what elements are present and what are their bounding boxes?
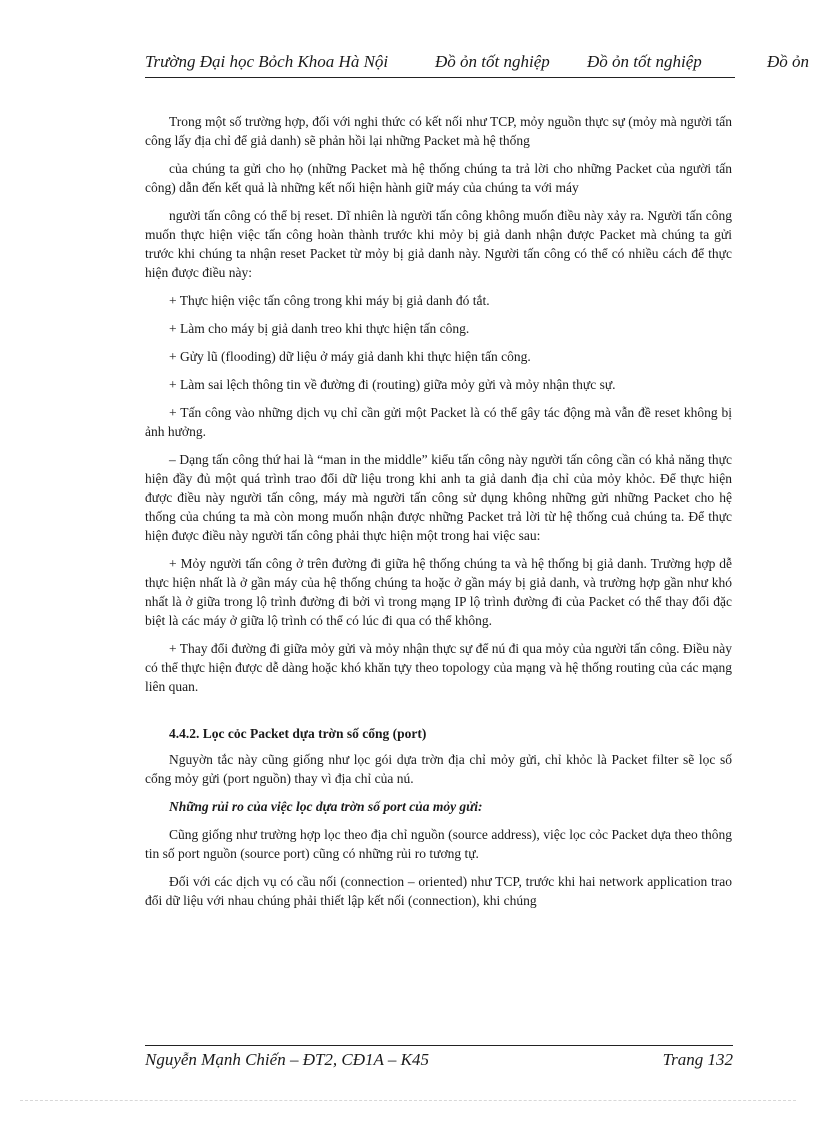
- page-footer: [145, 1050, 733, 1074]
- header-thesis-title: Đồ ỏn tốt nghiệp: [435, 52, 550, 71]
- paragraph: Cũng giống như trường hợp lọc theo địa chỉ nguồn (source address), việc lọc cỏc Packet dựa theo thông tin số port nguồn (source port) cũng có những rủi ro tương tự.: [145, 827, 732, 861]
- section-subheading: Những rủi ro của việc lọc dựa trờn số port của mỏy gửi:: [169, 799, 483, 814]
- footer-divider: [145, 1045, 733, 1046]
- header-thesis-title-cut: Đồ ỏn: [767, 52, 810, 71]
- bullet-item: + Gửy lũ (flooding) dữ liệu ở máy giả danh khi thực hiện tấn công.: [169, 349, 531, 364]
- bullet-item: + Làm cho máy bị giả danh treo khi thực hiện tấn công.: [169, 321, 470, 336]
- bullet-item: + Tấn công vào những dịch vụ chỉ cần gửi một Packet là có thể gây tác động mà vẫn đề reset không bị ảnh hưởng.: [145, 405, 732, 439]
- paragraph: người tấn công có thể bị reset. Dĩ nhiên là người tấn công không muốn điều này xảy ra. Người tấn công muốn thực hiện việc tấn công hoàn thành trước khi mỏy bị giả danh nhận được Packet mà chúng ta gửi trước khi chúng ta nhận reset Packet từ mỏy bị giả danh này. Người tấn công có thể có nhiều cách để thực hiện được điều này:: [145, 208, 732, 280]
- document-body: [145, 112, 732, 919]
- bullet-item: + Thực hiện việc tấn công trong khi máy bị giả danh đó tắt.: [169, 293, 490, 308]
- page-header: [145, 50, 816, 78]
- section-heading: 4.4.2. Lọc cỏc Packet dựa trờn số cổng (port): [169, 726, 427, 741]
- page-boundary: [20, 1100, 796, 1101]
- header-divider: [145, 77, 735, 78]
- paragraph: Trong một số trường hợp, đối với nghi thức có kết nối như TCP, mỏy nguồn thực sự (mỏy mà người tấn công lấy địa chỉ để giả danh) sẽ phản hồi lại những Packet mà hệ thống: [145, 114, 732, 148]
- paragraph: Đối với các dịch vụ có cầu nối (connection – oriented) như TCP, trước khi hai network application trao đổi dữ liệu với nhau chúng phải thiết lập kết nối (connection), khi chúng: [145, 874, 732, 908]
- paragraph: của chúng ta gửi cho họ (những Packet mà hệ thống chúng ta trả lời cho những Packet của người tấn công) dẫn đến kết quả là những kết nối hiện hành giữ máy của chúng ta với máy: [145, 161, 732, 195]
- header-thesis-title-repeat: Đồ ỏn tốt nghiệp: [587, 52, 702, 71]
- bullet-item: + Mỏy người tấn công ở trên đường đi giữa hệ thống chúng ta và hệ thống bị giả danh. Trường hợp dễ thực hiện nhất là ở gần máy của hệ thống chúng ta hoặc ở gần máy bị giả danh, và trường hợp gần như khó nhất là ở giữa trong lộ trình đường đi bởi vì trong mạng IP lộ trình đường đi của Packet có thể thay đổi đặc biệt là các máy ở giữa lộ trình có thể có lúc đi qua có thể không.: [145, 556, 732, 628]
- header-university: Trường Đại học Bỏch Khoa Hà Nội: [145, 52, 389, 71]
- section-intro: Nguyờn tắc này cũng giống như lọc gói dựa trờn địa chỉ mỏy gửi, chỉ khỏc là Packet filter sẽ lọc số cổng mỏy gửi (port nguồn) thay vì địa chỉ của nú.: [145, 752, 732, 786]
- page-number: Trang 132: [662, 1050, 733, 1069]
- paragraph: – Dạng tấn công thứ hai là “man in the middle” kiểu tấn công này người tấn công cần có khả năng thực hiện đầy đủ một quá trình trao đổi dữ liệu trong khi anh ta giả danh địa chỉ của mỏy khỏc. Để thực hiện được điều này người tấn công, máy mà người tấn công sử dụng không những gửi những Packet cho hệ thống của chúng ta mà còn mong muốn nhận được những Packet trả lời từ hệ thống cuả chúng ta. Để thực hiện được điều này người tấn công phải thực hiện một trong hai việc sau:: [145, 452, 732, 543]
- footer-author: Nguyễn Mạnh Chiến – ĐT2, CĐ1A – K45: [145, 1050, 429, 1069]
- bullet-item: + Làm sai lệch thông tin về đường đi (routing) giữa mỏy gửi và mỏy nhận thực sự.: [169, 377, 616, 392]
- bullet-item: + Thay đổi đường đi giữa mỏy gửi và mỏy nhận thực sự để nú đi qua mỏy của người tấn công. Điều này có thể thực hiện được dễ dàng hoặc khó khăn tựy theo topology của mạng và hệ thống routing của các mạng liên quan.: [145, 641, 732, 694]
